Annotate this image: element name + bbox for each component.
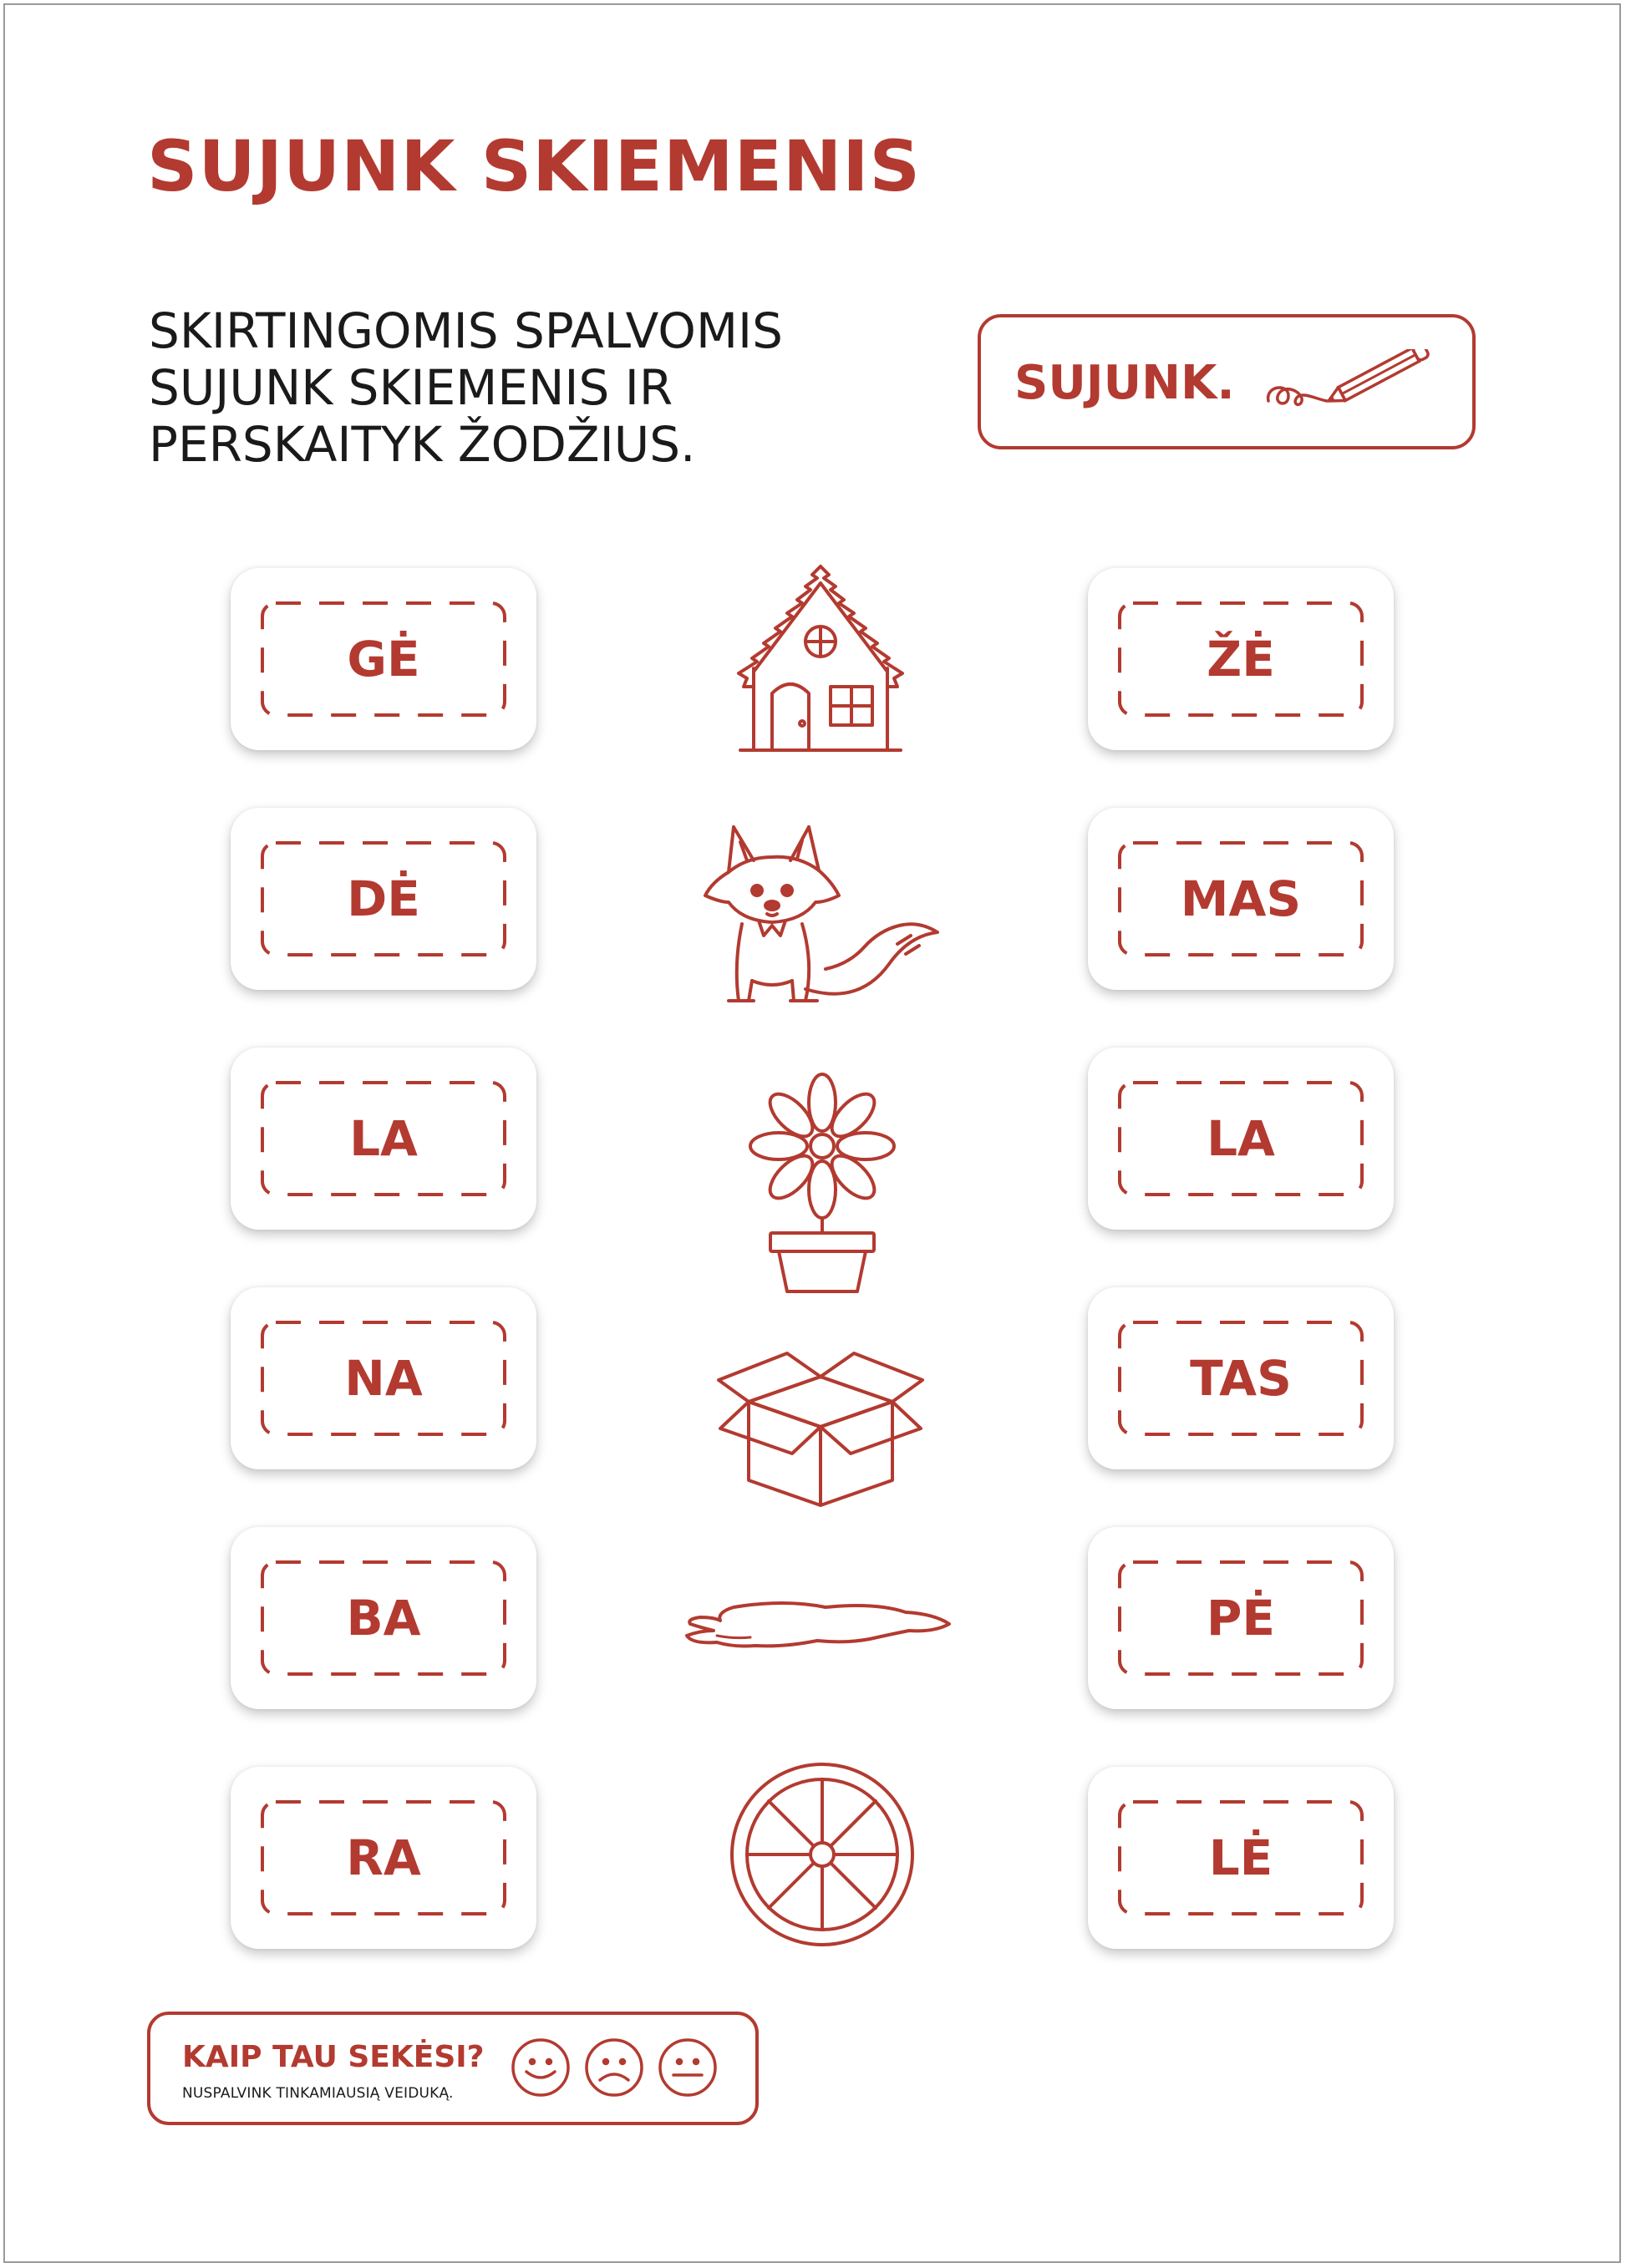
instruction-line: SUJUNK SKIEMENIS IR [149,359,673,416]
syllable-label: GĖ [347,631,420,688]
syllable-label: DĖ [347,870,420,927]
feedback-box [147,2012,759,2125]
left-syllable-card[interactable] [231,808,536,990]
page-title: SUJUNK SKIEMENIS [147,125,922,207]
right-syllable-card[interactable] [1088,808,1394,990]
happy-face-icon[interactable] [510,2037,572,2098]
feedback-title: KAIP TAU SEKĖSI? [182,2040,485,2074]
feedback-subtitle: NUSPALVINK TINKAMIAUSIĄ VEIDUKĄ. [182,2085,454,2102]
syllable-label: LĖ [1208,1829,1273,1886]
left-syllable-card[interactable] [231,1048,536,1230]
wheel-icon [729,1761,916,1948]
instruction-line: SKIRTINGOMIS SPALVOMIS [149,302,783,359]
left-syllable-card[interactable] [231,1527,536,1709]
syllable-label: LA [349,1110,418,1167]
sad-face-icon[interactable] [583,2037,645,2098]
syllable-label: LA [1207,1110,1275,1167]
syllable-label: PĖ [1206,1590,1276,1646]
instructions [149,302,783,473]
pencil-icon [1263,349,1447,419]
left-syllable-card[interactable] [231,1287,536,1469]
left-syllable-card[interactable] [231,1767,536,1949]
syllable-label: ŽĖ [1207,631,1275,688]
right-syllable-card[interactable] [1088,1527,1394,1709]
right-syllable-card[interactable] [1088,1767,1394,1949]
neutral-face-icon[interactable] [657,2037,719,2098]
box-icon [715,1342,926,1509]
syllable-label: RA [346,1829,421,1886]
task-badge [978,314,1476,449]
instruction-line: PERSKAITYK ŽODŽIUS. [149,416,696,473]
right-syllable-card[interactable] [1088,1287,1394,1469]
house-icon [724,561,917,755]
syllable-label: MAS [1180,870,1302,927]
syllable-label: TAS [1190,1350,1292,1407]
left-syllable-card[interactable] [231,568,536,750]
puddle-icon [683,1599,954,1659]
syllable-label: BA [346,1590,421,1646]
fox-icon [700,822,943,1019]
syllable-label: NA [344,1350,423,1407]
right-syllable-card[interactable] [1088,1048,1394,1230]
task-badge-label: SUJUNK. [1014,356,1235,410]
flower-pot-icon [740,1069,904,1295]
right-syllable-card[interactable] [1088,568,1394,750]
